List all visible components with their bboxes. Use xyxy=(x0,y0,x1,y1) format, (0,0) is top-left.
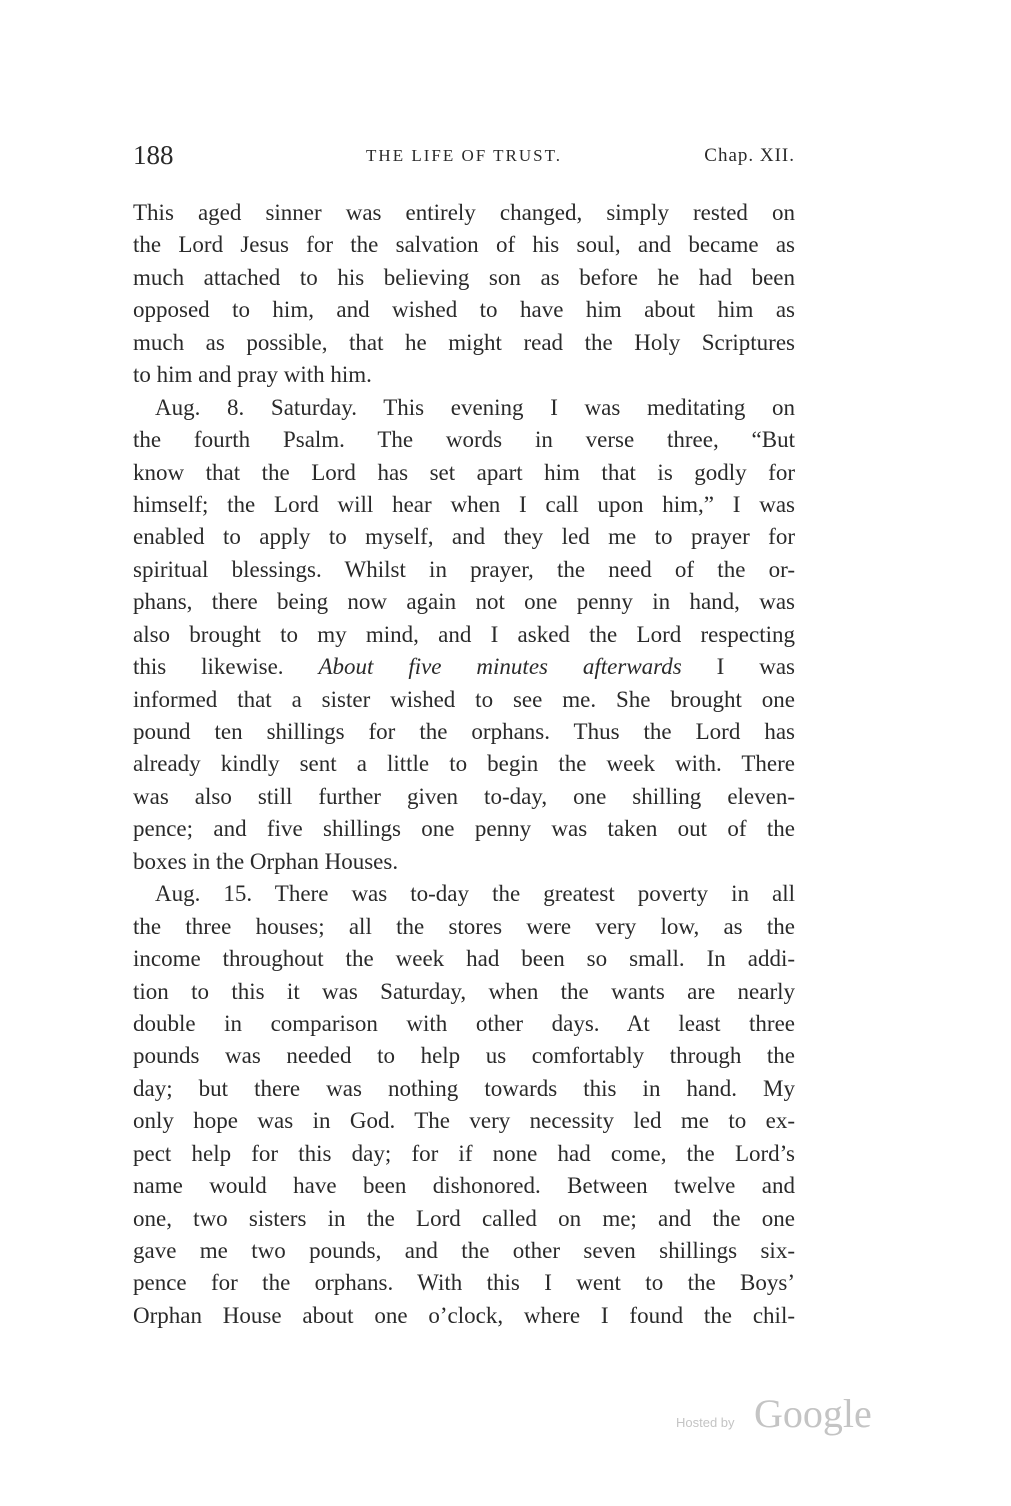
text-line: spiritual blessings. Whilst in prayer, the need of the or- xyxy=(133,556,795,582)
text-line: know that the Lord has set apart him that is godly for xyxy=(133,459,795,485)
text-line: opposed to him, and wished to have him about him as xyxy=(133,297,795,323)
text-line: tion to this it was Saturday, when the wants are nearly xyxy=(133,978,795,1004)
text-line: gave me two pounds, and the other seven shillings six- xyxy=(133,1238,795,1263)
text-segment: I was xyxy=(716,654,795,680)
text-line: much attached to his believing son as before he had been xyxy=(133,264,795,290)
text-line: one, two sisters in the Lord called on me; and the one xyxy=(133,1205,795,1231)
text-line: Aug. 15. There was to-day the greatest poverty in all xyxy=(155,881,795,907)
hosted-by-label: Hosted by xyxy=(676,1415,735,1430)
running-header xyxy=(133,140,795,176)
text-line: Orphan House about one o’clock, where I found the chil- xyxy=(133,1302,795,1328)
text-line-mixed xyxy=(133,651,795,683)
text-line: pence; and five shillings one penny was taken out of the xyxy=(133,816,795,842)
italic-phrase: About five minutes afterwards xyxy=(318,654,682,680)
text-segment: this likewise. xyxy=(133,654,284,680)
text-line: enabled to apply to myself, and they led me to prayer for xyxy=(133,524,795,550)
text-line: income throughout the week had been so small. In addi- xyxy=(133,946,795,972)
text-line: was also still further given to-day, one shilling eleven- xyxy=(133,783,795,809)
running-title: THE LIFE OF TRUST. xyxy=(366,146,562,165)
page-number: 188 xyxy=(133,140,174,170)
text-line: phans, there being now again not one penny in hand, was xyxy=(133,589,795,615)
text-line: Aug. 8. Saturday. This evening I was meditating on xyxy=(155,394,795,420)
text-line: day; but there was nothing towards this in hand. My xyxy=(133,1075,795,1101)
text-line: already kindly sent a little to begin the week with. There xyxy=(133,751,795,777)
google-logo: Google xyxy=(754,1391,872,1436)
page-body xyxy=(133,197,795,1332)
text-line: informed that a sister wished to see me. She brought one xyxy=(133,686,795,712)
text-line: also brought to my mind, and I asked the Lord respecting xyxy=(133,621,795,647)
text-line: the three houses; all the stores were very low, as the xyxy=(133,913,795,939)
text-line: pounds was needed to help us comfortably through the xyxy=(133,1043,795,1069)
text-line: boxes in the Orphan Houses. xyxy=(133,848,399,874)
google-watermark xyxy=(676,1390,886,1446)
text-line: himself; the Lord will hear when I call upon him,” I was xyxy=(133,491,795,517)
text-line: This aged sinner was entirely changed, simply rested on xyxy=(133,200,795,225)
text-line: much as possible, that he might read the Holy Scriptures xyxy=(133,329,795,355)
text-line: the fourth Psalm. The words in verse three, “But xyxy=(133,427,795,453)
text-line: pound ten shillings for the orphans. Thus the Lord has xyxy=(133,719,795,744)
text-line: only hope was in God. The very necessity led me to ex- xyxy=(133,1108,795,1134)
text-line: name would have been dishonored. Between twelve and xyxy=(133,1173,795,1199)
text-line: the Lord Jesus for the salvation of his soul, and became as xyxy=(133,232,795,258)
chapter-label: Chap. XII. xyxy=(704,145,795,166)
text-line: double in comparison with other days. At least three xyxy=(133,1010,795,1036)
text-line: to him and pray with him. xyxy=(133,362,372,388)
text-line: pence for the orphans. With this I went to the Boys’ xyxy=(133,1270,795,1296)
text-line: pect help for this day; for if none had come, the Lord’s xyxy=(133,1140,795,1166)
